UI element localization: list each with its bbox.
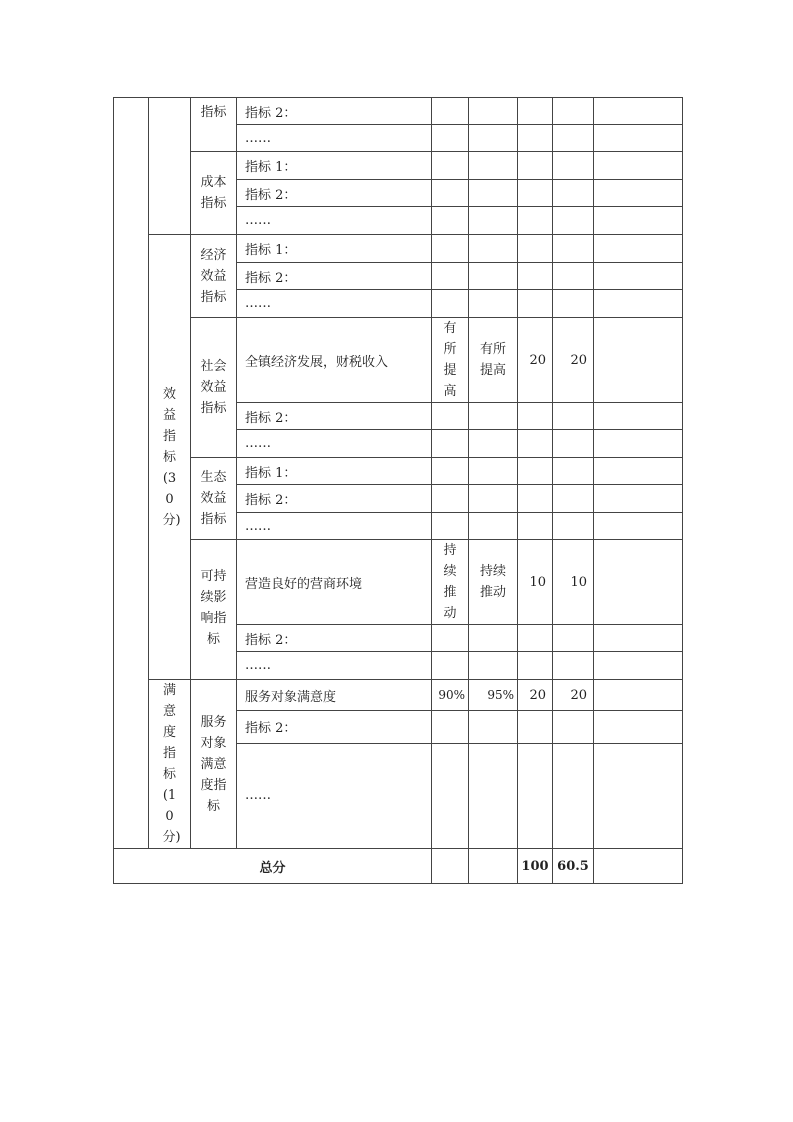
level1-cell	[114, 98, 149, 849]
indicator-name: 指标 2：	[237, 485, 432, 513]
indicator-name: ……	[237, 430, 432, 458]
sub-sustainable: 可持续影响指标	[191, 540, 237, 680]
indicator-name: ……	[237, 743, 432, 848]
indicator-name: ……	[237, 125, 432, 152]
indicator-name: ……	[237, 207, 432, 235]
sub-service: 服务对象满意度指标	[191, 680, 237, 849]
score-value: 20	[553, 680, 594, 711]
sub-ecological: 生态效益指标	[191, 458, 237, 540]
indicator-name: ……	[237, 652, 432, 680]
weight-value: 10	[518, 540, 553, 625]
indicator-name: ……	[237, 290, 432, 318]
target-value: 90%	[432, 680, 469, 711]
total-label: 总分	[114, 849, 432, 884]
category-satisfaction: 满意度指标(10分)	[149, 680, 191, 849]
table-row	[114, 540, 683, 625]
score-value: 20	[553, 318, 594, 403]
indicator-name: 指标 2：	[237, 263, 432, 290]
weight-value: 20	[518, 318, 553, 403]
score-value: 10	[553, 540, 594, 625]
level2-cell	[149, 98, 191, 235]
actual-value: 95%	[469, 680, 518, 711]
total-weight: 100	[518, 849, 553, 884]
target-value: 持续推动	[443, 543, 457, 621]
performance-table	[113, 97, 683, 884]
indicator-name: 指标 2：	[237, 180, 432, 207]
indicator-name: 指标 2：	[237, 98, 432, 125]
actual-value: 有所提高	[479, 342, 506, 378]
indicator-name: 指标 2：	[237, 711, 432, 743]
weight-value: 20	[518, 680, 553, 711]
sub-economic: 经济效益指标	[191, 235, 237, 318]
actual-value: 持续推动	[479, 564, 506, 600]
sub-prev: 指标	[191, 98, 237, 152]
target-value: 有所提高	[443, 321, 457, 399]
indicator-name: 指标 2：	[237, 403, 432, 430]
table-row	[114, 680, 683, 711]
indicator-name: 服务对象满意度	[237, 680, 432, 711]
indicator-name: 指标 1：	[237, 152, 432, 180]
indicator-name: ……	[237, 513, 432, 540]
total-row	[114, 849, 683, 884]
indicator-name: 营造良好的营商环境	[237, 540, 432, 625]
indicator-name: 指标 2：	[237, 625, 432, 652]
indicator-name: 指标 1：	[237, 235, 432, 263]
category-benefit: 效益指标(30分)	[149, 235, 191, 680]
sub-social: 社会效益指标	[191, 318, 237, 458]
table-row	[114, 318, 683, 403]
table-row	[114, 98, 683, 125]
sub-cost: 成本指标	[191, 152, 237, 235]
indicator-name: 全镇经济发展，财税收入	[237, 318, 432, 403]
total-score: 60.5	[553, 849, 594, 884]
indicator-name: 指标 1：	[237, 458, 432, 485]
